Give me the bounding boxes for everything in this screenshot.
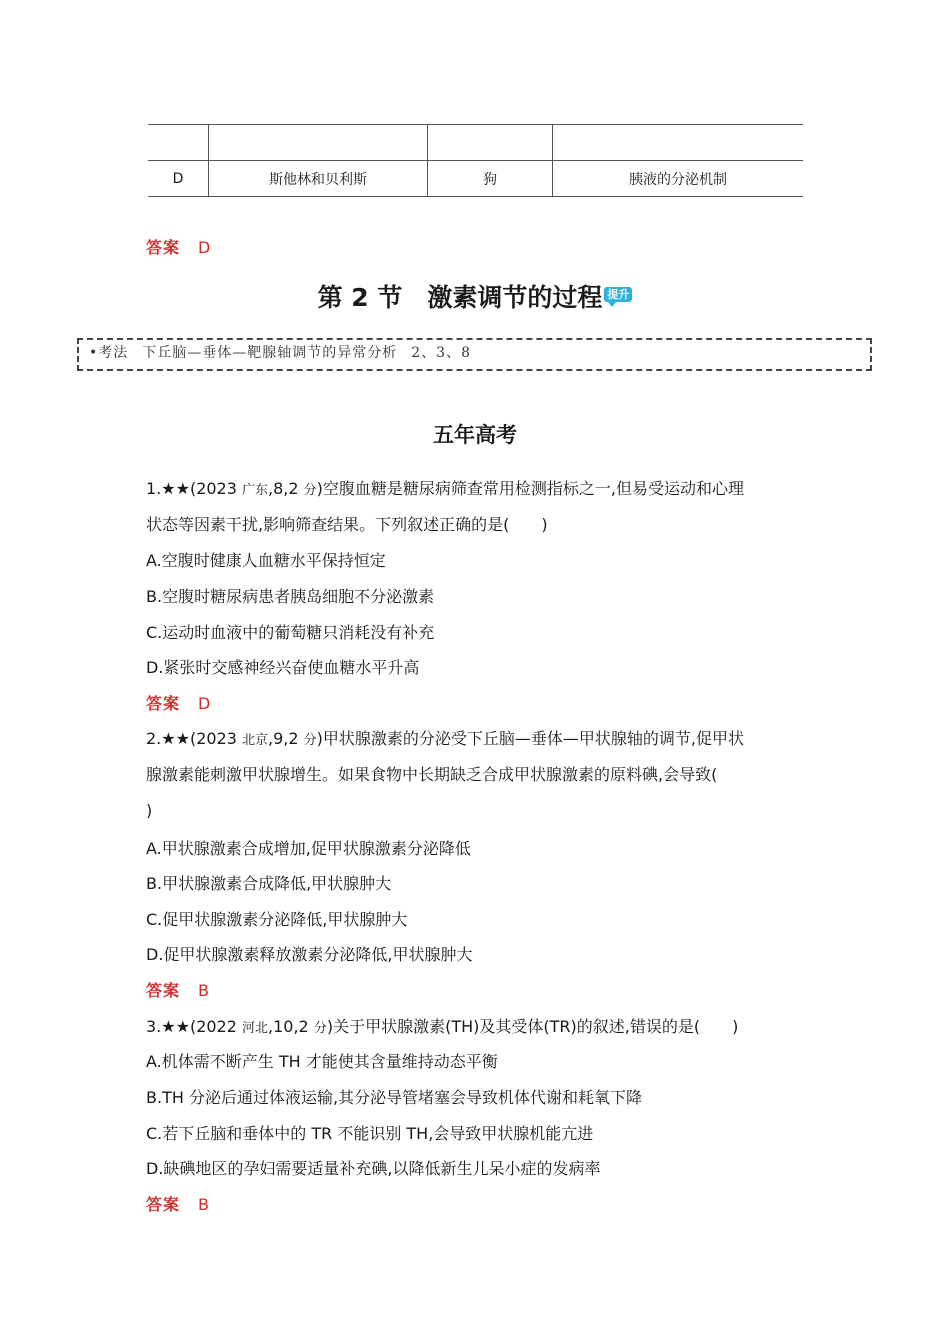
bullet-icon: •: [89, 345, 99, 361]
question-2-answer: 答案 B: [146, 981, 210, 1000]
question-3-option-c: C.若下丘脑和垂体中的 TR 不能识别 TH,会导致甲状腺机能亢进: [146, 1124, 594, 1143]
question-2-stem-line-1: 2.★★(2023 北京,9,2 分)甲状腺激素的分泌受下丘脑—垂体—甲状腺轴的调节,促甲状: [146, 729, 744, 748]
question-source: 北京: [242, 733, 269, 748]
answer-value: D: [198, 238, 212, 257]
question-3-stem-line-1: 3.★★(2022 河北,10,2 分)关于甲状腺激素(TH)及其受体(TR)的叙述,错误的是( ): [146, 1017, 739, 1036]
question-3-option-a: A.机体需不断产生 TH 才能使其含量维持动态平衡: [146, 1052, 498, 1071]
method-text: [89, 342, 471, 362]
section-title: [0, 278, 950, 314]
question-3-option-d: D.缺碘地区的孕妇需要适量补充碘,以降低新生儿呆小症的发病率: [146, 1159, 601, 1178]
question-1-option-d: D.紧张时交感神经兴奋使血糖水平升高: [146, 658, 420, 677]
continued-table: [148, 124, 803, 197]
table-row: [148, 161, 803, 197]
question-1-answer: 答案 D: [146, 694, 212, 713]
question-1-stem-line-1: 1.★★(2023 广东,8,2 分)空腹血糖是糖尿病筛查常用检测指标之一,但易受运动和心理: [146, 479, 744, 498]
question-2-option-b: B.甲状腺激素合成降低,甲状腺肿大: [146, 874, 392, 893]
question-2-option-c: C.促甲状腺激素分泌降低,甲状腺肿大: [146, 910, 408, 929]
method-label: 考法: [98, 345, 129, 361]
question-1-option-a: A.空腹时健康人血糖水平保持恒定: [146, 551, 386, 570]
question-1-stem-line-2: 状态等因素干扰,影响筛查结果。下列叙述正确的是( ): [146, 515, 548, 534]
question-source: 广东: [242, 483, 269, 498]
section-title-text: 第 2 节 激素调节的过程: [317, 283, 603, 312]
question-2-stem-line-3: ): [146, 801, 153, 820]
table-cell-option: D: [148, 161, 209, 197]
table-cell-animal: 狗: [428, 161, 553, 197]
question-2-option-a: A.甲状腺激素合成增加,促甲状腺激素分泌降低: [146, 839, 471, 858]
table-cell-finding: 胰液的分泌机制: [553, 161, 804, 197]
section-heading: 五年高考: [433, 423, 517, 447]
table-row: [148, 125, 803, 161]
question-source: 河北: [242, 1021, 269, 1036]
question-3-answer: 答案 B: [146, 1195, 210, 1214]
question-1-option-b: B.空腹时糖尿病患者胰岛细胞不分泌激素: [146, 587, 435, 606]
question-2-option-d: D.促甲状腺激素释放激素分泌降低,甲状腺肿大: [146, 945, 473, 964]
table-cell-scientists: 斯他林和贝利斯: [209, 161, 428, 197]
method-box: [77, 338, 872, 371]
method-content: 下丘脑—垂体—靶腺轴调节的异常分析: [142, 345, 398, 361]
answer-label: 答案: [146, 238, 181, 257]
level-badge: 提升: [604, 287, 632, 302]
question-3-option-b: B.TH 分泌后通过体液运输,其分泌导管堵塞会导致机体代谢和耗氧下降: [146, 1088, 643, 1107]
question-1-option-c: C.运动时血液中的葡萄糖只消耗没有补充: [146, 623, 435, 642]
answer-top: [146, 235, 211, 258]
question-2-stem-line-2: 腺激素能刺激甲状腺增生。如果食物中长期缺乏合成甲状腺激素的原料碘,会导致(: [146, 765, 718, 784]
method-items: 2、3、8: [411, 345, 471, 361]
